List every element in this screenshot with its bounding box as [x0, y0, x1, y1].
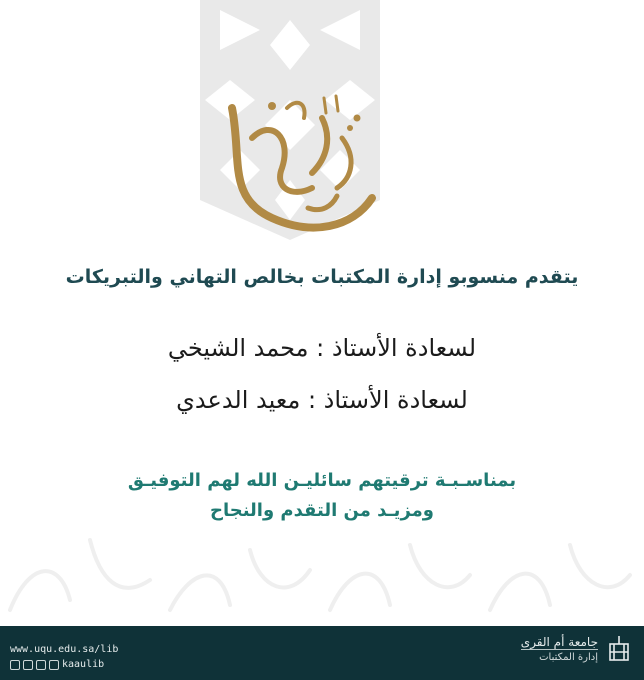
honoree-name: لسعادة الأستاذ : معيد الدعدي: [176, 386, 468, 414]
university-name: جامعة أم القرى: [520, 635, 598, 649]
honorees-list: [60, 336, 584, 440]
department-name: إدارة المكتبات: [521, 649, 598, 663]
honoree-name: لسعادة الأستاذ : محمد الشيخي: [167, 334, 477, 362]
social-links: [10, 657, 118, 672]
university-branding: [521, 634, 632, 664]
youtube-icon[interactable]: [36, 660, 46, 670]
headline-text: يتقدم منسوبو إدارة المكتبات بخالص التهاني والتبريكات: [65, 266, 579, 288]
occasion-text: [60, 466, 584, 525]
occasion-line: بمناسـبـة ترقيتهم سائليـن الله لهم التوفيـق: [127, 470, 517, 491]
university-logo-icon: [606, 634, 632, 664]
footer-bar: [0, 626, 644, 680]
university-text: [521, 635, 598, 663]
website-link[interactable]: www.uqu.edu.sa/lib: [10, 644, 119, 655]
x-icon[interactable]: [10, 660, 20, 670]
occasion-line: ومزيـد من التقدم والنجاح: [210, 499, 434, 521]
calligraphy-tahniah: [212, 78, 382, 248]
background-calligraphy-pattern: [0, 520, 644, 620]
footer-contacts: [10, 642, 118, 672]
social-handle: kaaulib: [62, 659, 105, 670]
instagram-icon[interactable]: [49, 660, 59, 670]
snapchat-icon[interactable]: [23, 660, 33, 670]
